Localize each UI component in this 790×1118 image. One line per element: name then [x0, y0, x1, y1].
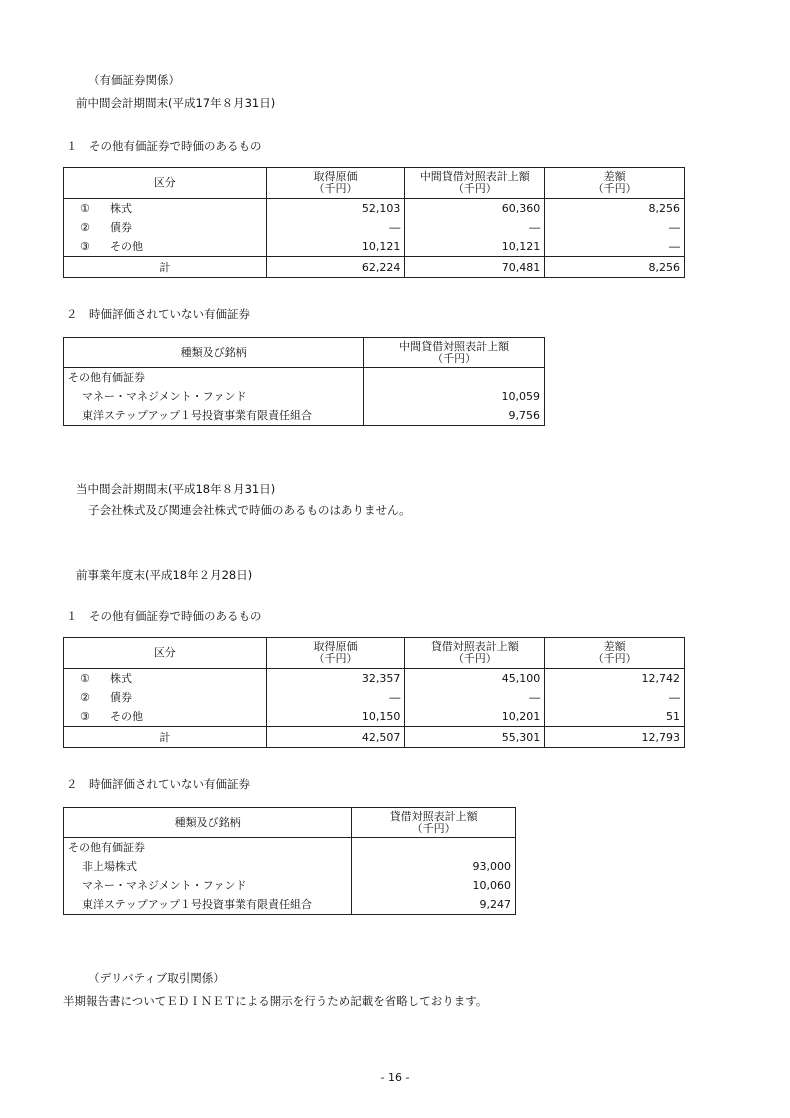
table-row: マネー・マネジメント・ファンド 10,059 [64, 387, 545, 406]
prior-fiscal-marketable-securities-table [63, 637, 685, 748]
table-row: 東洋ステップアップ１号投資事業有限責任組合 9,247 [64, 895, 516, 915]
current-interim-heading: 当中間会計期間末(平成18年８月31日) [76, 482, 276, 496]
header-type-and-name: 種類及び銘柄 [64, 808, 352, 838]
table-row: ② 債券 ― ― ― [64, 688, 685, 707]
header-cost: 取得原価 （千円） [266, 638, 405, 669]
prior-interim-unlisted-securities-table [63, 337, 545, 426]
header-book-value: 中間貸借対照表計上額 （千円） [364, 338, 545, 368]
header-difference: 差額 （千円） [545, 638, 685, 669]
table-row: ① 株式 52,103 60,360 8,256 [64, 199, 685, 219]
table-row: ② 債券 ― ― ― [64, 218, 685, 237]
prior-fiscal-sub1-title: １ その他有価証券で時価のあるもの [66, 609, 262, 623]
table-row: ③ その他 10,121 10,121 ― [64, 237, 685, 257]
prior-interim-marketable-securities-table [63, 167, 685, 278]
table-row: ③ その他 10,150 10,201 51 [64, 707, 685, 727]
derivatives-note: 半期報告書についてＥＤＩＮＥＴによる開示を行うため記載を省略しております。 [63, 994, 488, 1008]
prior-fiscal-heading: 前事業年度末(平成18年２月28日) [76, 568, 253, 582]
prior-fiscal-sub2-title: ２ 時価評価されていない有価証券 [66, 777, 250, 791]
section-title: （有価証券関係） [88, 73, 180, 87]
group-row: その他有価証券 [64, 368, 545, 388]
table-row: ① 株式 32,357 45,100 12,742 [64, 669, 685, 689]
header-category: 区分 [64, 638, 267, 669]
header-category: 区分 [64, 168, 267, 199]
table-row: マネー・マネジメント・ファンド 10,060 [64, 876, 516, 895]
table-row: 東洋ステップアップ１号投資事業有限責任組合 9,756 [64, 406, 545, 426]
current-interim-note: 子会社株式及び関連会社株式で時価のあるものはありません。 [88, 503, 411, 517]
group-row: その他有価証券 [64, 838, 516, 858]
prior-interim-sub2-title: ２ 時価評価されていない有価証券 [66, 307, 250, 321]
prior-interim-heading: 前中間会計期間末(平成17年８月31日) [76, 96, 276, 110]
header-cost: 取得原価 （千円） [266, 168, 405, 199]
page-number: - 16 - [380, 1071, 410, 1084]
header-book-value: 貸借対照表計上額 （千円） [352, 808, 516, 838]
total-row: 計 42,507 55,301 12,793 [64, 727, 685, 748]
prior-fiscal-unlisted-securities-table [63, 807, 516, 915]
derivatives-title: （デリバティブ取引関係） [88, 971, 225, 985]
header-book-value: 中間貸借対照表計上額 （千円） [405, 168, 545, 199]
header-book-value: 貸借対照表計上額 （千円） [405, 638, 545, 669]
header-type-and-name: 種類及び銘柄 [64, 338, 364, 368]
table-row: 非上場株式 93,000 [64, 857, 516, 876]
total-row: 計 62,224 70,481 8,256 [64, 257, 685, 278]
prior-interim-sub1-title: １ その他有価証券で時価のあるもの [66, 139, 262, 153]
header-difference: 差額 （千円） [545, 168, 685, 199]
